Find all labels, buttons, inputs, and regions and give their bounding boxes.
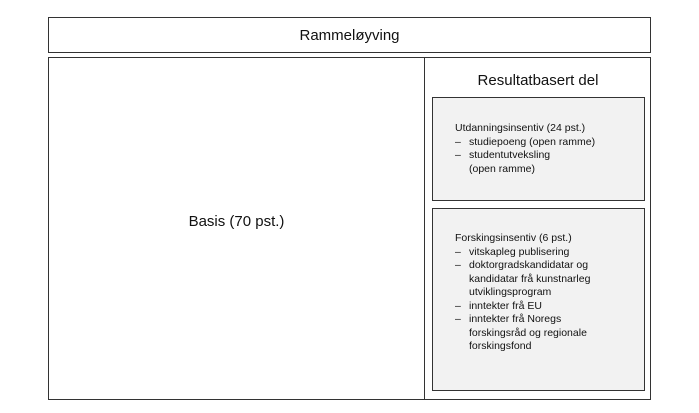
list-item: – doktorgradskandidatar og kandidatar frå kunstnarleg utviklingsprogram <box>455 259 619 300</box>
panel-title: Forskingsinsentiv (6 pst.) <box>455 232 572 244</box>
list-item: – inntekter frå Noregs forskingsråd og regionale forskingsfond <box>455 313 619 354</box>
list-item: – studiepoeng (open ramme) <box>455 136 636 150</box>
research-incentive-panel <box>432 208 645 391</box>
list-item: – inntekter frå EU <box>455 300 636 314</box>
panel-title: Utdanningsinsentiv (24 pst.) <box>455 122 586 134</box>
education-incentive-panel <box>432 97 645 201</box>
result-heading: Resultatbasert del <box>477 72 599 89</box>
basis-label: Basis (70 pst.) <box>188 213 285 230</box>
list-item: – studentutveksling (open ramme) <box>455 149 561 176</box>
title-box <box>48 17 651 53</box>
panel-list <box>455 246 636 354</box>
list-item: – vitskapleg publisering <box>455 246 636 260</box>
diagram-title: Rammeløyving <box>299 26 400 44</box>
panel-list <box>455 136 636 177</box>
basis-section <box>48 57 425 400</box>
